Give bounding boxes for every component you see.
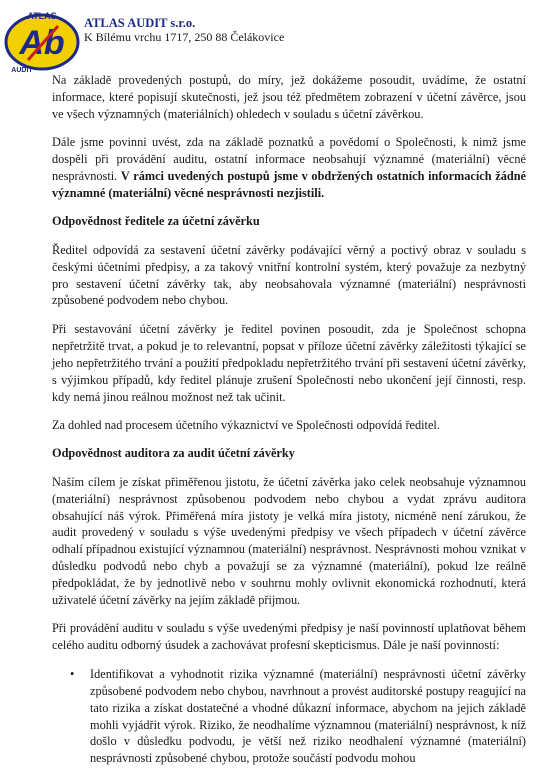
list-item (52, 666, 526, 767)
paragraph-audit-objective: Naším cílem je získat přiměřenou jistotu, že účetní závěrka jako celek neobsahuje významnou (materiální) nesprávnost způsobenou podvodem nebo chybou a vydat zprávu auditora obsahující náš výrok. Přiměřená míra jistoty je velká míra jistoty, nicméně není zárukou, že audit provedený v souladu s výše uvedenými předpisy ve všech případech v účetní závěrce odhalí případnou existující významnou (materiální) nesprávnost. Nesprávnosti mohou vznikat v důsledku podvodů nebo chyb a považují se za významné (materiální), pokud lze reálně předpokládat, že by jednotlivě nebo v souhrnu mohly ovlivnit ekonomická rozhodnutí, která uživatelé účetní závěrky na jejím základě přijmou. (52, 474, 526, 608)
duties-list (52, 666, 526, 767)
statement-bold-text: V rámci uvedených postupů jsme v obdržených ostatních informacích žádné významné (materiální) věcné nesprávnosti nezjistili. (52, 169, 526, 200)
paragraph-oversight: Za dohled nad procesem účetního výkaznictví ve Společnosti odpovídá ředitel. (52, 417, 440, 432)
company-address: K Bílému vrchu 1717, 250 88 Čelákovice (84, 30, 285, 44)
atlas-audit-logo (4, 8, 80, 74)
company-info (84, 16, 284, 44)
logo-letters: Ab (19, 24, 65, 62)
list-item-text: Identifikovat a vyhodnotit rizika významné (materiální) nesprávnosti účetní závěrky způsobené podvodem nebo chybou, navrhnout a provést auditorské postupy reagující na tato rizika a získat dostatečné a vhodné důkazní informace, abychom na jejich základě mohli vyjádřit výrok. Riziko, že neodhalíme významnou (materiální) nesprávnost, k níž došlo v důsledku podvodu, je větší než riziko neodhalení významné (materiální) nesprávnosti způsobené chybou, protože součástí podvodu mohou (90, 666, 526, 766)
document-header (0, 0, 541, 74)
paragraph-audit-duties: Při provádění auditu v souladu s výše uvedenými předpisy je naší povinností uplatňovat během celého auditu odborný úsudek a zachovávat profesní skepticismus. Dále je naší povinností: (52, 621, 526, 653)
paragraph-other-info-conclusion: Na základě provedených postupů, do míry, jež dokážeme posoudit, uvádíme, že ostatní informace, které popisují skutečnosti, jež jsou též předmětem zobrazení v účetní závěrce, jsou ve všech významných (materiálních) ohledech v souladu s účetní závěrkou. (52, 73, 526, 121)
logo-text-top: ATLAS (27, 11, 57, 21)
statement-text: Dále jsme povinni uvést, zda na základě poznatků a povědomí o Společnosti, k nimž jsme dospěli při provádění auditu, ostatní informace neobsahují významné (materiální) věcné nesprávnosti. (52, 135, 526, 184)
report-body (52, 72, 526, 767)
paragraph-director-duty: Ředitel odpovídá za sestavení účetní závěrky podávající věrný a poctivý obraz v souladu s českými účetními předpisy, a za takový vnitřní kontrolní systém, který považuje za nezbytný pro sestavení účetní závěrky tak, aby neobsahovala významné (materiální) nesprávnosti způsobené podvodem nebo chybou. (52, 242, 526, 308)
paragraph-other-info-statement (52, 134, 526, 202)
heading-auditor-responsibility: Odpovědnost auditora za audit účetní závěrky (52, 446, 295, 461)
logo-text-bottom: AUDIT (11, 67, 33, 74)
heading-director-responsibility: Odpovědnost ředitele za účetní závěrku (52, 214, 260, 229)
company-name: ATLAS AUDIT s.r.o. (84, 16, 196, 30)
bullet-icon: • (70, 666, 75, 681)
paragraph-going-concern: Při sestavování účetní závěrky je ředitel povinen posoudit, zda je Společnost schopna nepřetržitě trvat, a pokud je to relevantní, popsat v příloze účetní závěrky záležitosti týkající se jeho nepřetržitého trvání a použití předpokladu nepřetržitého trvání při sestavení účetní závěrky, s výjimkou případů, kdy ředitel plánuje zrušení Společnosti nebo ukončení její činnosti, resp. kdy nemá jinou reálnou možnost než tak učinit. (52, 321, 526, 404)
